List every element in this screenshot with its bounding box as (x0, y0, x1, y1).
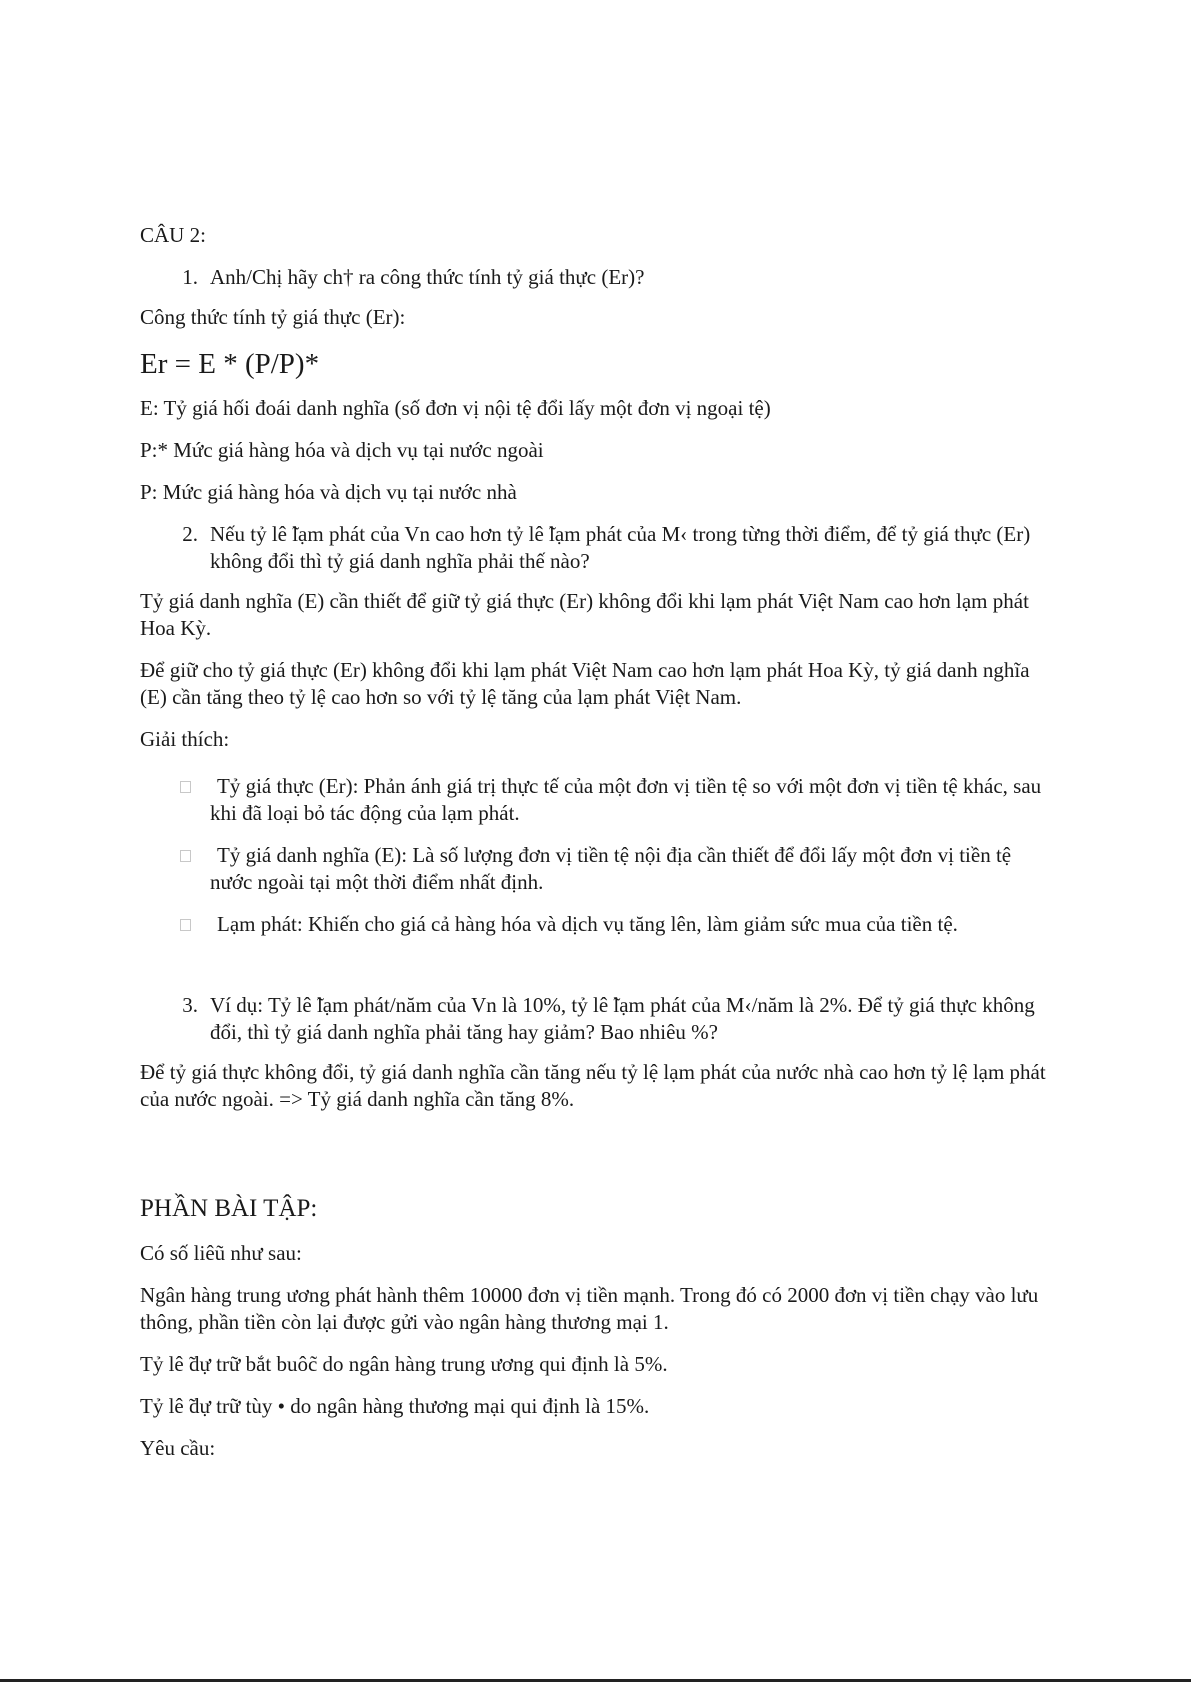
bullet-box-icon (140, 773, 210, 827)
bullet-box-icon (140, 911, 210, 938)
question-2-text: Nếu tỷ lê ̃lạm phát của Vn cao hơn tỷ lê ̃lạm phát của M‹ trong từng thời điểm, để tỷ giá thực (Er) không đổi thì tỷ giá danh nghĩa phải thế nào? (210, 522, 1031, 573)
list-item-text: Lạm phát: Khiến cho giá cả hàng hóa và dịch vụ tăng lên, làm giảm sức mua của tiền tệ. (217, 912, 958, 936)
exercise-requirement: Yêu cầu: (140, 1436, 216, 1460)
exercise-paragraph-1: Ngân hàng trung ương phát hành thêm 10000 đơn vị tiền mạnh. Trong đó có 2000 đơn vị tiền chạy vào lưu thông, phần tiền còn lại được gửi vào ngân hàng thương mại 1. (140, 1283, 1039, 1334)
answer-2-paragraph-2: Để giữ cho tỷ giá thực (Er) không đổi khi lạm phát Việt Nam cao hơn lạm phát Hoa Kỳ, tỷ giá danh nghĩa (E) cần tăng theo tỷ lệ cao hơn so với tỷ lệ tăng của lạm phát Việt Nam. (140, 658, 1030, 709)
list-item (140, 911, 1055, 938)
exchange-rate-formula: Er = E * (P/P)* (140, 348, 320, 380)
answer-3: Để tỷ giá thực không đổi, tỷ giá danh nghĩa cần tăng nếu tỷ lệ lạm phát của nước nhà cao hơn tỷ lệ lạm phát của nước ngoài. => Tỷ giá danh nghĩa cần tăng 8%. (140, 1060, 1046, 1111)
question-2-number: 2. (182, 522, 198, 546)
question-heading: CÂU 2: (140, 223, 206, 247)
list-item (140, 773, 1055, 827)
exercise-paragraph-2: Tỷ lê ̃dự trữ bắt buôc̃ do ngân hàng trung ương qui định là 5%. (140, 1352, 668, 1376)
explanation-list (140, 773, 1055, 938)
bullet-box-icon (140, 842, 210, 896)
explanation-label: Giải thích: (140, 727, 230, 751)
answer-2-paragraph-1: Tỷ giá danh nghĩa (E) cần thiết để giữ tỷ giá thực (Er) không đổi khi lạm phát Việt Nam cao hơn lạm phát Hoa Kỳ. (140, 589, 1029, 640)
definition-p-star: P:* Mức giá hàng hóa và dịch vụ tại nước ngoài (140, 438, 544, 462)
page-bottom-divider (0, 1679, 1191, 1682)
question-1-number: 1. (182, 265, 198, 289)
question-2 (140, 521, 1055, 575)
question-3 (140, 992, 1055, 1046)
document-page (140, 222, 1055, 1477)
question-1 (140, 264, 1055, 291)
definition-e: E: Tỷ giá hối đoái danh nghĩa (số đơn vị nội tệ đổi lấy một đơn vị ngoại tệ) (140, 396, 771, 420)
exercise-paragraph-3: Tỷ lê ̃dự trữ tùy • do ngân hàng thương mại qui định là 15%. (140, 1394, 650, 1418)
question-1-text: Anh/Chị hãy ch† ra công thức tính tỷ giá thực (Er)? (210, 265, 645, 289)
definition-p: P: Mức giá hàng hóa và dịch vụ tại nước nhà (140, 480, 517, 504)
exercise-intro: Có số liêũ như sau: (140, 1241, 302, 1265)
list-item (140, 842, 1055, 896)
formula-intro: Công thức tính tỷ giá thực (Er): (140, 305, 406, 329)
list-item-text: Tỷ giá danh nghĩa (E): Là số lượng đơn vị tiền tệ nội địa cần thiết để đổi lấy một đơn vị tiền tệ nước ngoài tại một thời điểm nhất định. (210, 843, 1012, 894)
question-3-text: Ví dụ: Tỷ lê ̃lạm phát/năm của Vn là 10%, tỷ lê ̃lạm phát của M‹/năm là 2%. Để tỷ giá thực không đổi, thì tỷ giá danh nghĩa phải tăng hay giảm? Bao nhiêu %? (210, 993, 1035, 1044)
section-title: PHẦN BÀI TẬP: (140, 1195, 318, 1222)
question-3-number: 3. (182, 993, 198, 1017)
list-item-text: Tỷ giá thực (Er): Phản ánh giá trị thực tế của một đơn vị tiền tệ so với một đơn vị tiền tệ khác, sau khi đã loại bỏ tác động của lạm phát. (210, 774, 1042, 825)
